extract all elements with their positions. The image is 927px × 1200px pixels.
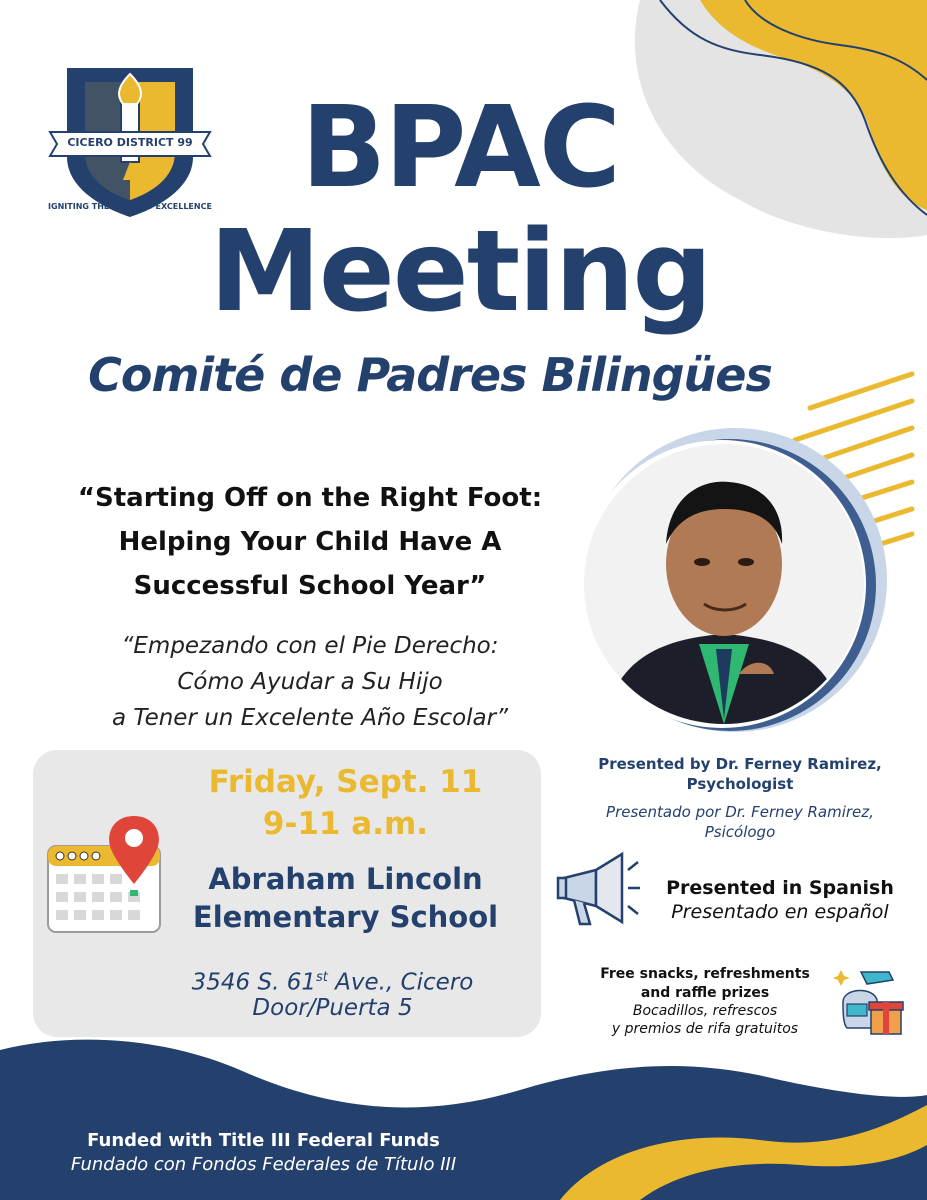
snacks-english-line: and raffle prizes bbox=[640, 985, 770, 1001]
logo-banner-text: CICERO DISTRICT 99 bbox=[67, 136, 193, 149]
logo-motto-text: IGNITING THE ROAD TO EXCELLENCE bbox=[48, 202, 212, 211]
address-superscript: st bbox=[315, 970, 328, 985]
topic-english-line: “Starting Off on the Right Foot: bbox=[77, 483, 543, 513]
topic-spanish-line: “Empezando con el Pie Derecho: bbox=[121, 633, 499, 659]
snacks-english-line: Free snacks, refreshments bbox=[600, 966, 810, 982]
address-part: 3546 S. 61 bbox=[191, 969, 316, 996]
event-location-line2: Elementary School bbox=[192, 900, 499, 934]
district-logo bbox=[45, 62, 215, 222]
calendar-location-icon bbox=[46, 812, 162, 936]
language-spanish: Presentado en español bbox=[671, 901, 889, 923]
page-title-line2: Meeting bbox=[209, 207, 711, 337]
presenter-english-line: Psychologist bbox=[686, 775, 794, 793]
presenter-english bbox=[560, 754, 920, 794]
footer-spanish: Fundado con Fondos Federales de Título III bbox=[70, 1154, 457, 1175]
snacks-english bbox=[575, 965, 835, 1003]
megaphone-icon bbox=[556, 848, 642, 932]
presenter-spanish bbox=[560, 802, 920, 842]
topic-english-line: Successful School Year” bbox=[133, 571, 487, 601]
page-title-line1: BPAC bbox=[300, 83, 620, 213]
event-date: Friday, Sept. 11 bbox=[208, 764, 483, 800]
snacks-spanish-line: Bocadillos, refrescos bbox=[632, 1003, 778, 1019]
presenter-photo bbox=[584, 444, 864, 724]
snacks-spanish-line: y premios de rifa gratuitos bbox=[611, 1021, 799, 1037]
topic-english-line: Helping Your Child Have A bbox=[118, 527, 502, 557]
snacks-spanish bbox=[575, 1002, 835, 1038]
address-part: Ave., Cicero bbox=[327, 969, 474, 996]
presenter-english-line: Presented by Dr. Ferney Ramirez, bbox=[598, 755, 882, 773]
topic-spanish-line: Cómo Ayudar a Su Hijo bbox=[177, 669, 443, 695]
language-english: Presented in Spanish bbox=[666, 877, 894, 899]
presenter-spanish-line: Presentado por Dr. Ferney Ramirez, bbox=[606, 803, 874, 821]
topic-spanish-line: a Tener un Excelente Año Escolar” bbox=[111, 705, 509, 731]
gift-prize-icon bbox=[833, 966, 905, 1038]
topic-english bbox=[20, 476, 600, 608]
event-door: Door/Puerta 5 bbox=[252, 995, 413, 1021]
presenter-spanish-line: Psicólogo bbox=[704, 823, 776, 841]
page-subtitle: Comité de Padres Bilingües bbox=[88, 348, 772, 402]
event-location-line1: Abraham Lincoln bbox=[208, 862, 483, 896]
topic-spanish bbox=[20, 628, 600, 736]
event-time: 9-11 a.m. bbox=[262, 806, 429, 842]
footer-english: Funded with Title III Federal Funds bbox=[87, 1130, 440, 1151]
